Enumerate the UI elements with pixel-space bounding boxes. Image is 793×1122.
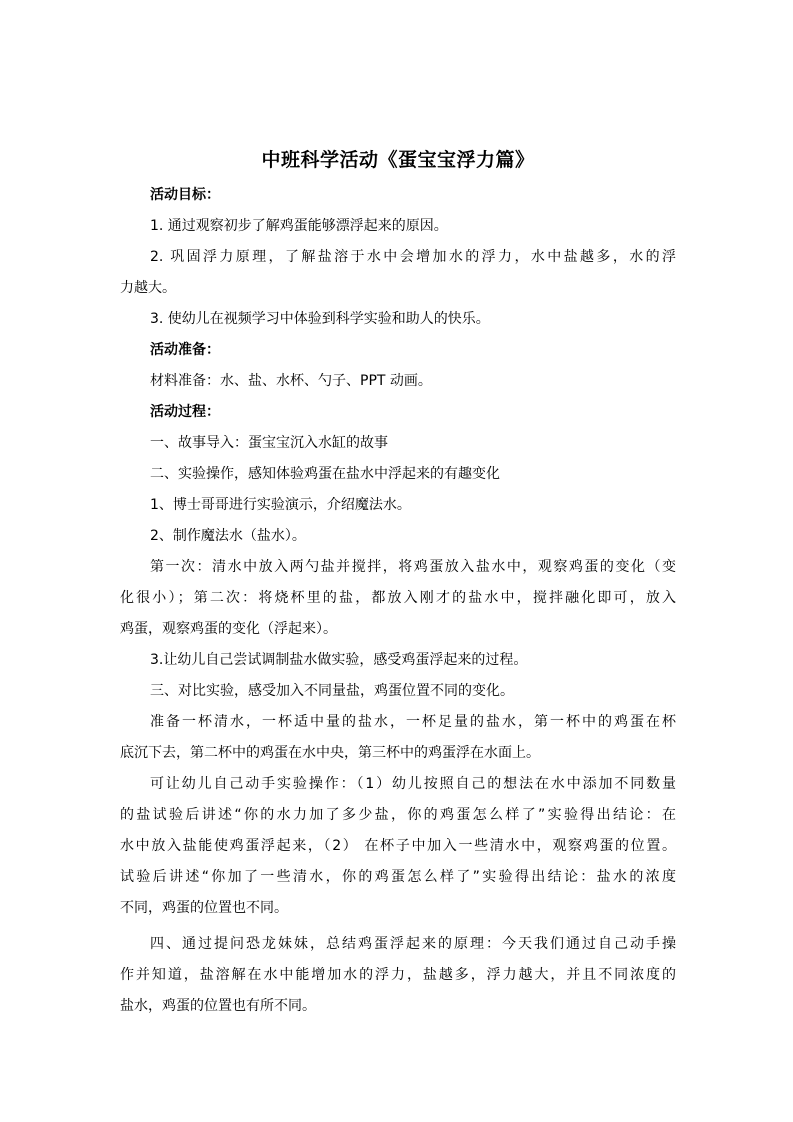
step-2-2-text: 2、制作魔法水（盐水）。	[150, 528, 306, 544]
paragraph-summary	[120, 929, 676, 1022]
paragraph-b-line-1: 准备一杯清水，一杯适中量的盐水，一杯足量的盐水，第一杯中的鸡蛋在杯	[150, 714, 676, 730]
paragraph-a-line-1: 第一次：清水中放入两勺盐并搅拌，将鸡蛋放入盐水中，观察鸡蛋的变化（变	[150, 559, 676, 575]
paragraph-three-cups	[120, 707, 676, 769]
paragraph-c-line-5: 不同，鸡蛋的位置也不同。	[120, 900, 288, 916]
step-2-3-text: 3.让幼儿自己尝试调制盐水做实验，感受鸡蛋浮起来的过程。	[150, 652, 528, 668]
paragraph-a-line-3: 鸡蛋，观察鸡蛋的变化（浮起来）。	[120, 621, 337, 637]
goal-item-2-line-1: 2. 巩固浮力原理，了解盐溶于水中会增加水的浮力，水中盐越多，水的浮	[150, 249, 676, 265]
paragraph-c-line-3: 水中放入盐能使鸡蛋浮起来，（2） 在杯子中加入一些清水中，观察鸡蛋的位置。	[120, 838, 676, 854]
goal-item-2-line-2: 力越大。	[120, 280, 176, 296]
goal-item-3: 3. 使幼儿在视频学习中体验到科学实验和助人的快乐。	[150, 311, 490, 327]
paragraph-c-line-2: 的盐试验后讲述“你的水力加了多少盐，你的鸡蛋怎么样了”实验得出结论：在	[120, 807, 676, 823]
document-body	[120, 143, 676, 1022]
paragraph-hands-on	[120, 769, 676, 924]
paragraph-d-line-2: 作并知道，盐溶解在水中能增加水的浮力，盐越多，浮力越大，并且不同浓度的	[120, 967, 676, 983]
step-2-text: 二、实验操作，感知体验鸡蛋在盐水中浮起来的有趣变化	[150, 466, 500, 482]
goals-heading: 活动目标：	[150, 187, 220, 203]
paragraph-first-second-trial	[120, 552, 676, 645]
step-2-1-text: 1、博士哥哥进行实验演示，介绍魔法水。	[150, 497, 411, 513]
paragraph-d-line-1: 四、通过提问恐龙妹妹，总结鸡蛋浮起来的原理：今天我们通过自己动手操	[150, 936, 676, 952]
paragraph-a-line-2: 化很小）；第二次：将烧杯里的盐，都放入刚才的盐水中，搅拌融化即可，放入	[120, 590, 676, 606]
process-heading: 活动过程：	[150, 404, 220, 420]
goal-item-2	[120, 242, 676, 304]
paragraph-c-line-1: 可让幼儿自己动手实验操作：（1）幼儿按照自己的想法在水中添加不同数量	[150, 776, 676, 792]
document-title: 中班科学活动《蛋宝宝浮力篇》	[261, 149, 535, 171]
paragraph-c-line-4: 试验后讲述“你加了一些清水，你的鸡蛋怎么样了”实验得出结论：盐水的浓度	[120, 869, 676, 885]
step-1-text: 一、故事导入：蛋宝宝沉入水缸的故事	[150, 435, 388, 451]
step-3-text: 三、对比实验，感受加入不同量盐，鸡蛋位置不同的变化。	[150, 683, 514, 699]
paragraph-d-line-3: 盐水，鸡蛋的位置也有所不同。	[120, 998, 316, 1014]
paragraph-b-line-2: 底沉下去，第二杯中的鸡蛋在水中央，第三杯中的鸡蛋浮在水面上。	[120, 745, 540, 761]
materials-text: 材料准备：水、盐、水杯、勺子、PPT 动画。	[150, 373, 432, 389]
prep-heading: 活动准备：	[150, 342, 220, 358]
goal-item-1: 1. 通过观察初步了解鸡蛋能够漂浮起来的原因。	[150, 218, 448, 234]
